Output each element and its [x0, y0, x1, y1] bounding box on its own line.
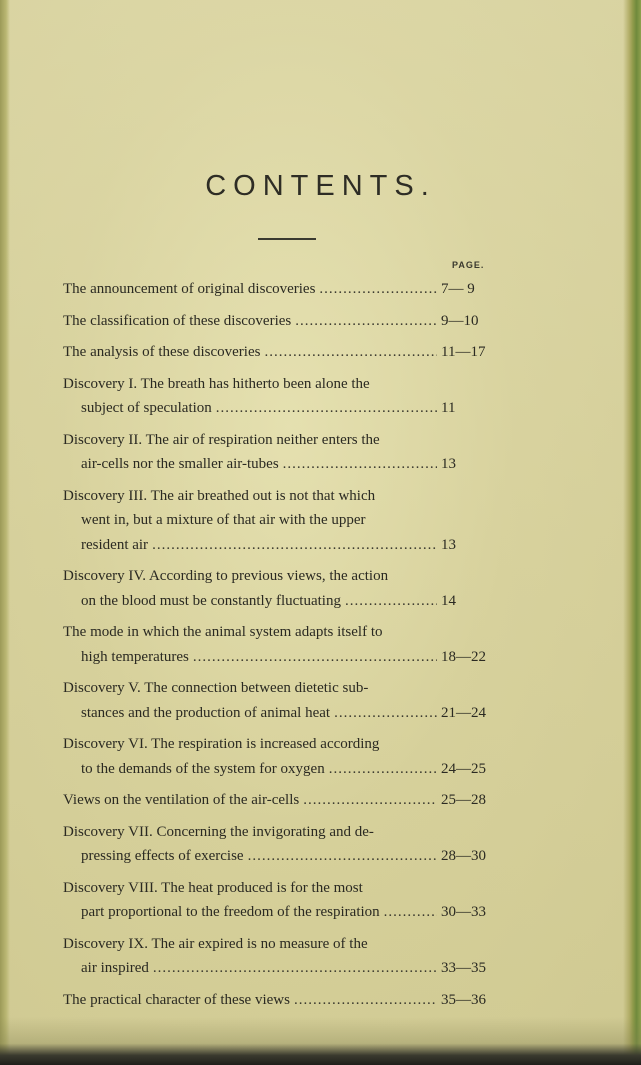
- toc-entry-text: went in, but a mixture of that air with the upper: [81, 512, 366, 528]
- toc-entry-pages: 25—28: [441, 792, 486, 808]
- toc-entry-pages: 18—22: [441, 648, 486, 665]
- toc-entry-text: The practical character of these views: [63, 991, 290, 1008]
- toc-entry-text: The analysis of these discoveries: [63, 344, 261, 360]
- toc-entry-text: Discovery III. The air breathed out is not that which: [63, 487, 376, 504]
- toc-entry-pages: 28—30: [441, 848, 486, 864]
- toc-entry: [63, 564, 493, 613]
- toc-entry-text: Discovery VII. Concerning the invigorating and de-: [63, 823, 374, 840]
- toc-entry-pages: 33—35: [441, 960, 486, 976]
- toc-entry: [63, 309, 493, 334]
- toc-entry-text: Discovery V. The connection between dietetic sub-: [63, 680, 369, 696]
- toc-entry-text: stances and the production of animal heat: [81, 704, 331, 721]
- toc-entry-text: air-cells nor the smaller air-tubes: [81, 456, 279, 472]
- toc-entry-text: to the demands of the system for oxygen: [81, 760, 325, 777]
- toc-entry-text: subject of speculation: [81, 400, 212, 416]
- dot-leader: [248, 844, 437, 869]
- dot-leader: [216, 396, 437, 421]
- dot-leader: [294, 988, 437, 1013]
- toc-entry: [63, 428, 493, 477]
- toc-entry: [63, 372, 493, 421]
- toc-entry-text: Discovery I. The breath has hitherto been alone the: [63, 375, 370, 392]
- toc-entry-pages: 9—10: [441, 312, 479, 329]
- toc-entry: [63, 876, 493, 925]
- page-bottom-edge: [0, 1017, 641, 1065]
- toc-entry-text: on the blood must be constantly fluctuating: [81, 592, 341, 609]
- dot-leader: [264, 340, 437, 365]
- toc-entry-text: air inspired: [81, 960, 149, 976]
- dot-leader: [345, 589, 437, 614]
- toc-entry-pages: 7— 9: [441, 281, 475, 297]
- toc-entry-text: Discovery II. The air of respiration neither enters the: [63, 431, 380, 448]
- heading-rule: [258, 238, 316, 240]
- toc-entry: [63, 932, 493, 981]
- toc-entry-pages: 11—17: [441, 344, 486, 360]
- dot-leader: [152, 533, 437, 558]
- toc-entry-text: The classification of these discoveries: [63, 312, 292, 329]
- toc-entry-pages: 11: [441, 400, 456, 416]
- toc-entry: [63, 988, 493, 1013]
- toc-entry-text: Discovery IX. The air expired is no measure of the: [63, 935, 368, 952]
- toc-entry: [63, 732, 493, 781]
- toc-entry-text: Views on the ventilation of the air-cells: [63, 792, 300, 808]
- toc-entry-text: The mode in which the animal system adapts itself to: [63, 624, 383, 640]
- toc-entry-pages: 13: [441, 536, 456, 553]
- toc-entry-pages: 14: [441, 592, 456, 609]
- toc-entry-text: high temperatures: [81, 648, 189, 665]
- toc-entry: [63, 620, 493, 669]
- dot-leader: [295, 309, 437, 334]
- toc-entry: [63, 676, 493, 725]
- toc-entry: [63, 277, 493, 302]
- toc-entry: [63, 788, 493, 813]
- toc-entry-pages: 24—25: [441, 760, 486, 777]
- page-left-edge: [0, 0, 10, 1065]
- toc-entry-text: resident air: [81, 536, 149, 553]
- toc-entry: [63, 820, 493, 869]
- dot-leader: [153, 956, 437, 981]
- toc-entry-text: The announcement of original discoveries: [63, 281, 316, 297]
- dot-leader: [329, 757, 437, 782]
- toc-entry-pages: 21—24: [441, 704, 486, 721]
- toc-entry-text: part proportional to the freedom of the respiration: [81, 904, 380, 920]
- dot-leader: [384, 900, 437, 925]
- dot-leader: [193, 645, 437, 670]
- toc-entry-text: pressing effects of exercise: [81, 848, 244, 864]
- toc-entry: [63, 484, 493, 558]
- toc-entry: [63, 340, 493, 365]
- page-right-edge: [623, 0, 641, 1065]
- dot-leader: [303, 788, 437, 813]
- table-of-contents: [63, 277, 493, 1019]
- toc-entry-text: Discovery VIII. The heat produced is for the most: [63, 879, 363, 896]
- toc-entry-pages: 35—36: [441, 991, 486, 1008]
- toc-entry-pages: 30—33: [441, 904, 486, 920]
- dot-leader: [319, 277, 437, 302]
- toc-entry-text: Discovery VI. The respiration is increased according: [63, 736, 380, 752]
- contents-heading: CONTENTS.: [205, 170, 436, 202]
- toc-entry-pages: 13: [441, 456, 456, 472]
- dot-leader: [283, 452, 437, 477]
- toc-entry-text: Discovery IV. According to previous views, the action: [63, 568, 389, 584]
- dot-leader: [334, 701, 437, 726]
- page-column-label: PAGE.: [452, 260, 485, 270]
